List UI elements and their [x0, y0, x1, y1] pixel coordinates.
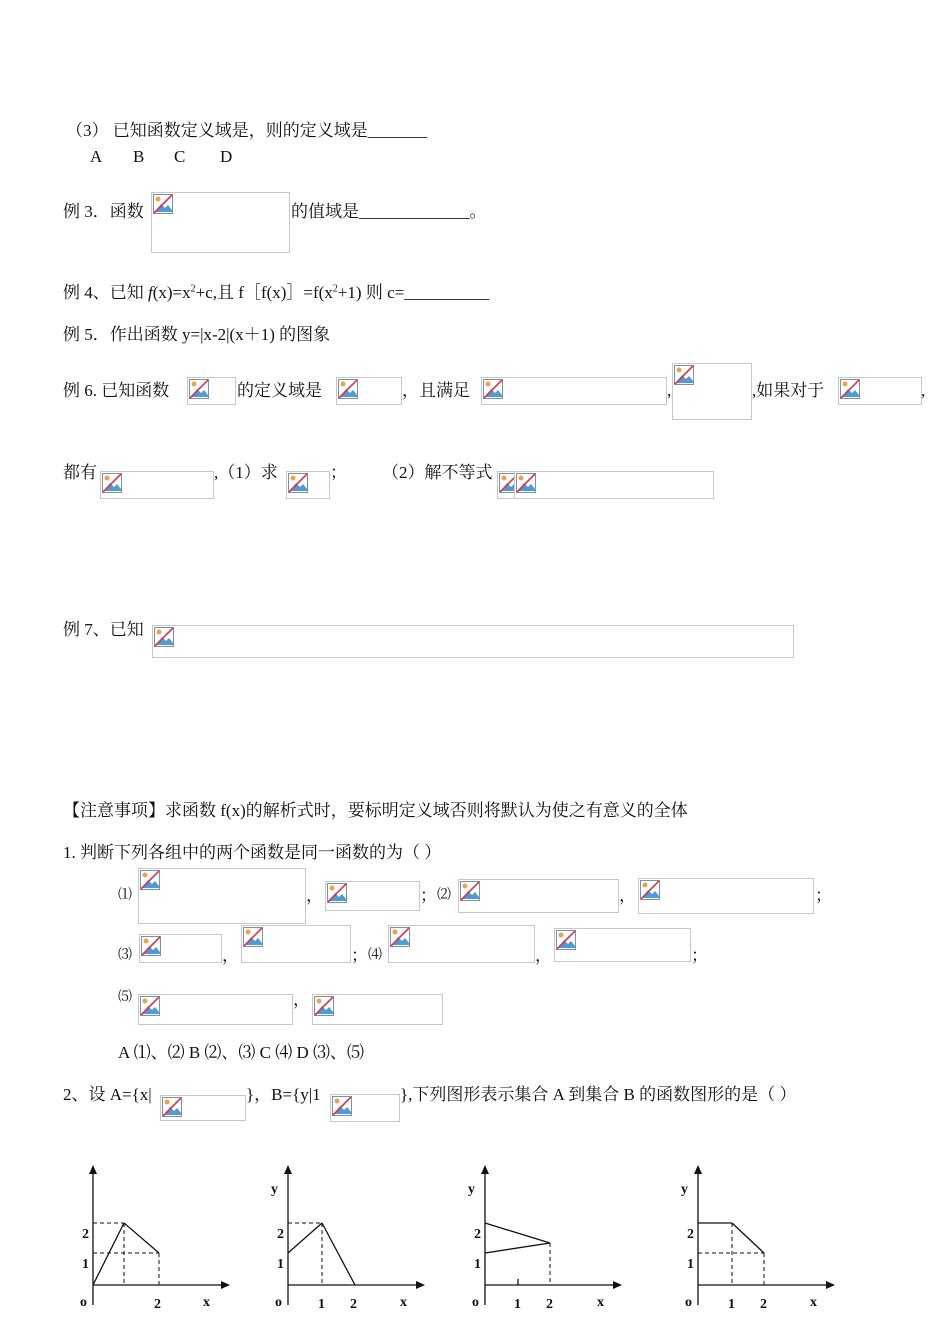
broken-image-icon — [840, 379, 860, 399]
q3-option-d: D — [220, 147, 233, 166]
q1-label-3: ⑶ — [118, 948, 132, 963]
graph-b-xtick-1: 1 — [318, 1297, 325, 1312]
ex5-text: 例 5．作出函数 y=|x-2|(x＋1) 的图象 — [63, 325, 331, 344]
ex6-p2: 的定义域是 — [237, 381, 322, 400]
broken-image-formula — [514, 471, 714, 499]
q3-option-a: A — [90, 147, 103, 166]
q1-semicolon: ； — [420, 886, 437, 905]
ex6-p7: 都有 — [63, 463, 97, 482]
broken-image-formula — [152, 625, 794, 658]
broken-image-formula — [330, 1094, 400, 1122]
q1-label-4: ⑷ — [368, 948, 382, 963]
graph-c-xlabel: x — [597, 1295, 604, 1310]
graph-c-xtick-1: 1 — [514, 1297, 521, 1312]
ex4-f: f — [148, 283, 153, 302]
q1-semicolon: ； — [815, 886, 832, 905]
graph-c-ylabel: y — [468, 1182, 475, 1197]
ex6-p9: ； — [330, 463, 347, 482]
broken-image-formula — [336, 377, 402, 405]
ex7-prefix: 例 7、已知 — [63, 620, 144, 639]
broken-image-formula — [672, 363, 752, 420]
graph-b-xlabel: x — [400, 1295, 407, 1310]
broken-image-formula — [458, 879, 619, 913]
q2-part-c: },下列图形表示集合 A 到集合 B 的函数图形的是（ ） — [400, 1085, 797, 1104]
broken-image-formula — [286, 471, 330, 499]
q1-comma: ， — [222, 946, 239, 965]
q1-label-2: ⑵ — [437, 888, 451, 903]
broken-image-formula — [138, 994, 293, 1025]
broken-image-icon — [390, 927, 410, 947]
q3-text: （3） 已知函数定义域是，则的定义域是_______ — [66, 121, 428, 140]
graph-d-ytick-2: 2 — [687, 1227, 694, 1242]
q1-comma: ， — [619, 886, 636, 905]
ex4-x1: (x)=x — [152, 283, 191, 302]
graph-a-ytick-2: 2 — [82, 1227, 89, 1242]
broken-image-formula — [100, 471, 214, 499]
note-text: 【注意事项】求函数 f(x)的解析式时，要标明定义域否则将默认为使之有意义的全体 — [63, 801, 688, 820]
q3-option-c: C — [174, 147, 186, 166]
graph-d — [665, 1160, 845, 1320]
graph-d-xlabel: x — [810, 1295, 817, 1310]
ex3-suffix: 的值域是_____________。 — [291, 202, 487, 221]
ex4-sup2: 2 — [332, 283, 338, 295]
broken-image-formula — [388, 925, 535, 963]
broken-image-icon — [102, 473, 122, 493]
ex6-p1: 例 6. 已知函数 — [63, 381, 170, 400]
graph-c-xtick-2: 2 — [546, 1297, 553, 1312]
ex6-p5: ,如果对于 — [752, 381, 825, 400]
broken-image-icon — [162, 1097, 182, 1117]
q1-comma: ， — [306, 886, 323, 905]
graph-d-ylabel: y — [681, 1182, 688, 1197]
ex6-p10: （2）解不等式 — [382, 463, 493, 482]
broken-image-icon — [640, 880, 660, 900]
graph-b-ylabel: y — [271, 1182, 278, 1197]
broken-image-formula — [638, 878, 814, 914]
graph-d-xtick-1: 1 — [728, 1297, 735, 1312]
q1-answers: A ⑴、⑵ B ⑵、⑶ C ⑷ D ⑶、⑸ — [118, 1043, 365, 1062]
broken-image-icon — [314, 996, 334, 1016]
graph-b-origin: o — [275, 1295, 282, 1310]
broken-image-formula — [151, 192, 290, 253]
broken-image-icon — [243, 927, 263, 947]
broken-image-icon — [141, 936, 161, 956]
graph-b-xtick-2: 2 — [350, 1297, 357, 1312]
broken-image-formula — [138, 868, 306, 924]
graph-a — [60, 1160, 240, 1320]
q1-comma: ， — [293, 990, 310, 1009]
graph-a-origin: o — [80, 1295, 87, 1310]
ex3-prefix: 例 3．函数 — [63, 202, 144, 221]
ex4-line — [63, 283, 489, 303]
graph-d-xtick-2: 2 — [760, 1297, 767, 1312]
broken-image-formula — [838, 377, 922, 405]
broken-image-icon — [154, 627, 174, 647]
graph-c — [452, 1160, 632, 1320]
graph-a-xtick-2: 2 — [154, 1297, 161, 1312]
q1-label-1: ⑴ — [118, 888, 132, 903]
broken-image-icon — [516, 473, 536, 493]
q1-stem: 1. 判断下列各组中的两个函数是同一函数的为（ ） — [63, 843, 442, 862]
ex6-p6: , — [921, 381, 926, 400]
broken-image-icon — [153, 194, 173, 214]
graph-b-ytick-2: 2 — [277, 1227, 284, 1242]
broken-image-formula — [160, 1095, 246, 1121]
broken-image-icon — [556, 930, 576, 950]
graph-d-ytick-1: 1 — [687, 1257, 694, 1272]
q1-semicolon: ； — [351, 946, 368, 965]
broken-image-formula — [139, 934, 222, 963]
broken-image-icon — [189, 379, 209, 399]
graph-c-ytick-1: 1 — [474, 1257, 481, 1272]
ex4-sup1: 2 — [190, 283, 196, 295]
graph-a-xlabel: x — [203, 1295, 210, 1310]
broken-image-icon — [460, 881, 480, 901]
graph-c-origin: o — [472, 1295, 479, 1310]
graph-b-ytick-1: 1 — [277, 1257, 284, 1272]
broken-image-formula — [325, 881, 420, 911]
ex4-rest1: +c,且 f［f(x)］=f(x — [195, 283, 333, 302]
ex6-p4: , — [667, 381, 672, 400]
ex6-p3: ，且满足 — [402, 381, 470, 400]
graph-a-ytick-1: 1 — [82, 1257, 89, 1272]
broken-image-icon — [332, 1096, 352, 1116]
ex4-prefix: 例 4、已知 — [63, 283, 148, 302]
broken-image-icon — [674, 365, 694, 385]
broken-image-icon — [327, 883, 347, 903]
broken-image-formula — [241, 925, 351, 963]
broken-image-icon — [140, 870, 160, 890]
q2-part-b: }，B={y|1 — [246, 1085, 321, 1104]
q1-semicolon: ； — [691, 946, 708, 965]
broken-image-formula — [312, 994, 443, 1025]
graph-d-origin: o — [685, 1295, 692, 1310]
broken-image-icon — [140, 996, 160, 1016]
ex4-rest2: +1) 则 c=__________ — [337, 283, 490, 302]
ex6-p8: ,（1）求 — [214, 463, 278, 482]
broken-image-icon — [288, 473, 308, 493]
q2-part-a: 2、设 A={x| — [63, 1085, 152, 1104]
broken-image-icon — [338, 379, 358, 399]
broken-image-formula — [554, 928, 691, 962]
broken-image-formula — [187, 377, 236, 405]
graph-c-ytick-2: 2 — [474, 1227, 481, 1242]
q1-label-5: ⑸ — [118, 990, 132, 1005]
broken-image-icon — [483, 379, 503, 399]
broken-image-formula — [481, 377, 667, 405]
graph-b — [255, 1160, 435, 1320]
q1-comma: ， — [535, 946, 552, 965]
q3-option-b: B — [133, 147, 145, 166]
